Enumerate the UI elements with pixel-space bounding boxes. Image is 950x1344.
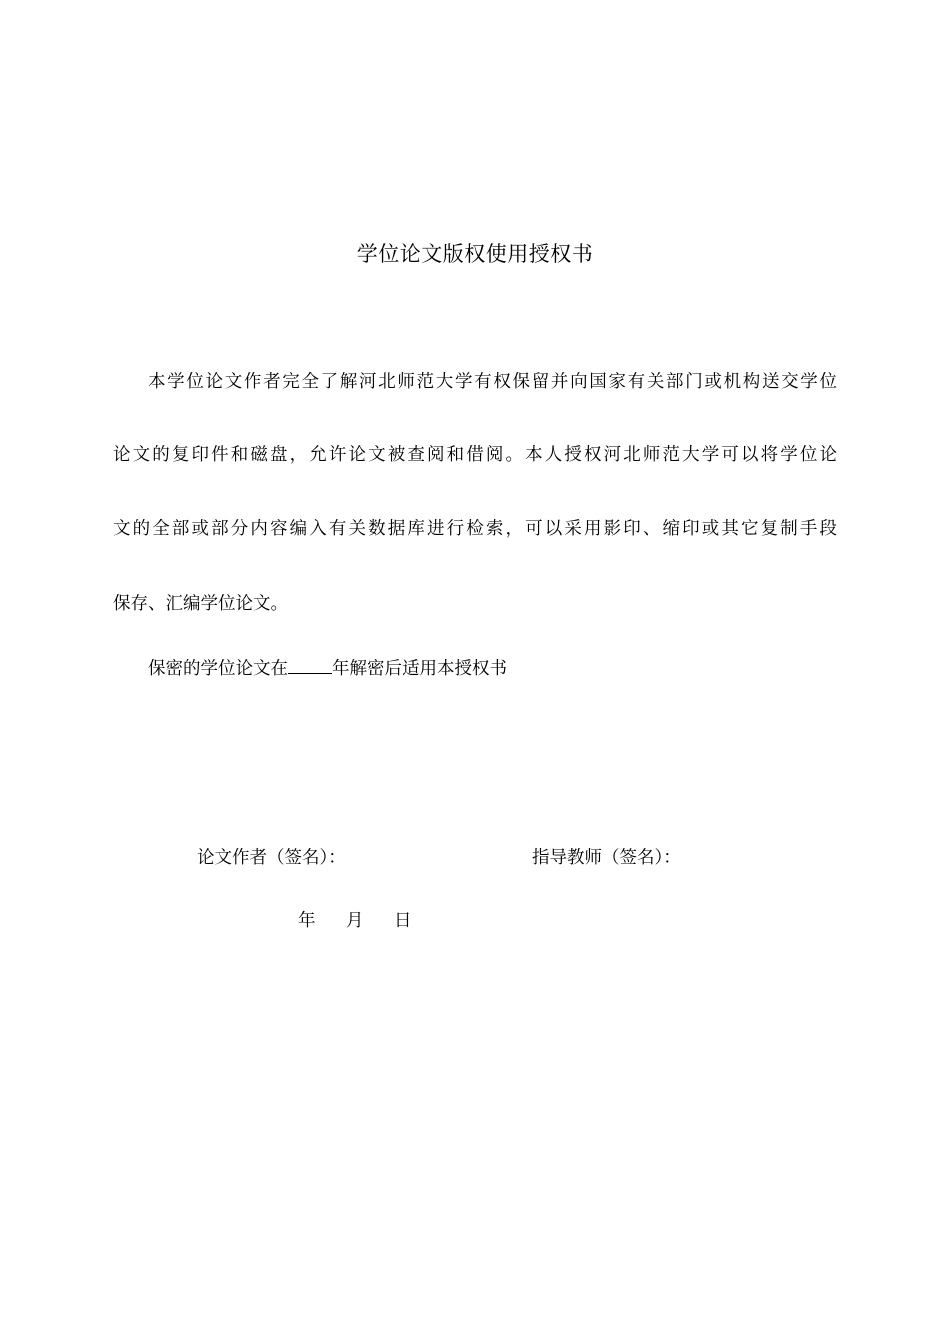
paragraph-line-3: 文的全部或部分内容编入有关数据库进行检索，可以采用影印、缩印或其它复制手段 bbox=[113, 519, 837, 539]
secrecy-years-blank[interactable] bbox=[288, 655, 332, 674]
date-year-label: 年 bbox=[298, 911, 316, 931]
date-month-label: 月 bbox=[346, 911, 364, 931]
page-title: 学位论文版权使用授权书 bbox=[356, 242, 594, 266]
paragraph-line-1: 本学位论文作者完全了解河北师范大学有权保留并向国家有关部门或机构送交学位 bbox=[148, 372, 837, 392]
paragraph-line-4: 保存、汇编学位论文。 bbox=[113, 594, 288, 614]
secrecy-text-after: 年解密后适用本授权书 bbox=[332, 659, 507, 679]
paragraph-line-2: 论文的复印件和磁盘，允许论文被查阅和借阅。本人授权河北师范大学可以将学位论 bbox=[113, 445, 837, 465]
secrecy-statement bbox=[148, 655, 872, 682]
secrecy-text-before: 保密的学位论文在 bbox=[148, 659, 288, 679]
advisor-signature-label: 指导教师（签名）： bbox=[532, 848, 681, 868]
date-day-label: 日 bbox=[394, 911, 412, 931]
author-signature-label: 论文作者（签名）： bbox=[197, 848, 346, 868]
